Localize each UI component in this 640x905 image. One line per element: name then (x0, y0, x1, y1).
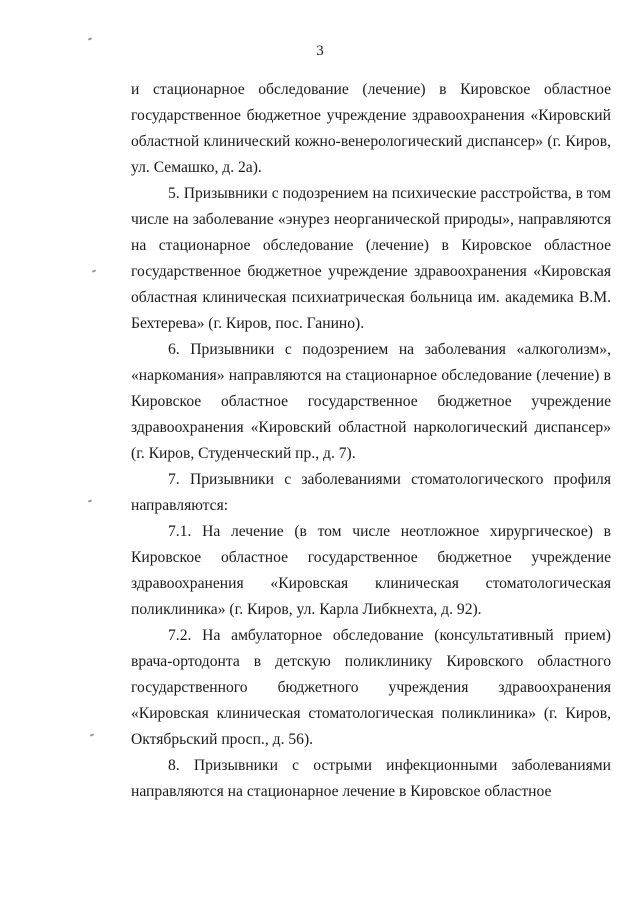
paragraph-item-7-1: 7.1. На лечение (в том числе неотложное хирургическое) в Кировское областное государственное бюджетное учреждение здравоохранения «Кировская клиническая стоматологическая поликлиника» (г. Киров, ул. Карла Либкнехта, д. 92). (131, 523, 611, 618)
document-body (131, 77, 611, 805)
scan-speck (88, 37, 92, 40)
paragraph-item-7-2: 7.2. На амбулаторное обследование (консультативный прием) врача-ортодонта в детскую поликлинику Кировского областного государственного бюджетного учреждения здравоохранения «Кировская клиническая стоматологическая поликлиника» (г. Киров, Октябрьский просп., д. 56). (131, 627, 611, 748)
paragraph-item-8: 8. Призывники с острыми инфекционными заболеваниями направляются на стационарное лечение в Кировское областное (131, 757, 611, 800)
paragraph-continuation: и стационарное обследование (лечение) в Кировское областное государственное бюджетное учреждение здравоохранения «Кировский областной клинический кожно-венерологический диспансер» (г. Киров, ул. Семашко, д. 2а). (131, 81, 611, 176)
scan-speck (90, 733, 94, 736)
paragraph-item-7: 7. Призывники с заболеваниями стоматологического профиля направляются: (131, 471, 611, 514)
scan-speck (92, 269, 96, 272)
scan-speck (88, 499, 92, 502)
paragraph-item-6: 6. Призывники с подозрением на заболевания «алкоголизм», «наркомания» направляются на стационарное обследование (лечение) в Кировское областное государственное бюджетное учреждение здравоохранения «Кировский областной наркологический диспансер» (г. Киров, Студенческий пр., д. 7). (131, 341, 611, 462)
paragraph-item-5: 5. Призывники с подозрением на психические расстройства, в том числе на заболевание «энурез неорганической природы», направляются на стационарное обследование (лечение) в Кировское областное государственное бюджетное учреждение здравоохранения «Кировская областная клиническая психиатрическая больница им. академика В.М. Бехтерева» (г. Киров, пос. Ганино). (131, 185, 611, 332)
page-number: 3 (316, 43, 324, 59)
